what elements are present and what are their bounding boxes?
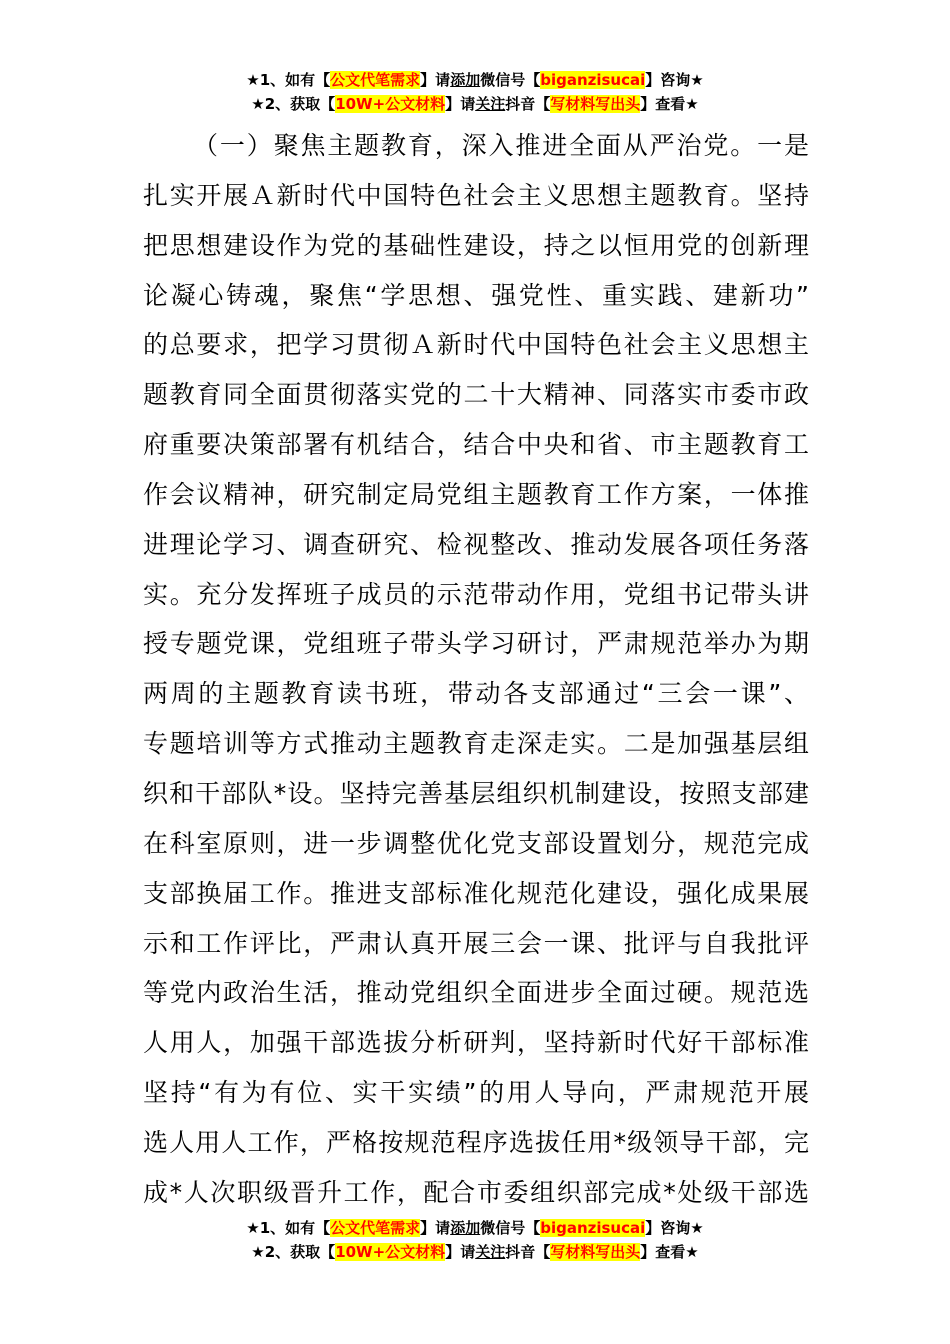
body-line: 等党内政治生活，推动党组织全面进步全面过硬。规范选 — [143, 978, 809, 1008]
banner-text: ★2、获取【 — [251, 1243, 336, 1261]
underlined-text: 关注 — [475, 95, 506, 113]
underlined-text: 添加 — [450, 71, 481, 89]
body-line: 的总要求，把学习贯彻Ａ新时代中国特色社会主义思想主 — [143, 330, 809, 360]
body-line: 选人用人工作，严格按规范程序选拔任用*级领导干部，完 — [143, 1127, 809, 1157]
body-line: 府重要决策部署有机结合，结合中央和省、市主题教育工 — [143, 430, 809, 460]
banner-text: 】查看★ — [640, 95, 699, 113]
banner-text: 】请 — [420, 71, 451, 89]
banner-line-2 — [0, 1240, 950, 1264]
highlight-text: 10W+公文材料 — [335, 1243, 446, 1261]
body-line: 论凝心铸魂，聚焦“学思想、强党性、重实践、建新功” — [143, 280, 809, 310]
underlined-text: 添加 — [450, 1219, 481, 1237]
underlined-text: 关注 — [475, 1243, 506, 1261]
highlight-text: biganzisucai — [540, 1219, 646, 1237]
body-line: 把思想建设作为党的基础性建设，持之以恒用党的创新理 — [143, 230, 809, 260]
body-line: （一）聚焦主题教育，深入推进全面从严治党。一是 — [193, 131, 809, 160]
body-line: 进理论学习、调查研究、检视整改、推动发展各项任务落 — [143, 529, 809, 559]
banner-line-1 — [0, 68, 950, 92]
body-line: 坚持“有为有位、实干实绩”的用人导向，严肃规范开展 — [143, 1078, 809, 1108]
banner-text: 抖音【 — [505, 1243, 551, 1261]
banner-text: 】咨询★ — [645, 71, 704, 89]
banner-text: ★2、获取【 — [251, 95, 336, 113]
banner-line-2 — [0, 92, 950, 116]
body-line: 在科室原则，进一步调整优化党支部设置划分，规范完成 — [143, 828, 809, 858]
body-line: 作会议精神，研究制定局党组主题教育工作方案，一体推 — [143, 479, 809, 509]
highlight-text: 写材料写出头 — [550, 95, 641, 113]
highlight-text: 公文代笔需求 — [330, 1219, 421, 1237]
banner-line-1 — [0, 1216, 950, 1240]
highlight-text: 公文代笔需求 — [330, 71, 421, 89]
body-line: 专题培训等方式推动主题教育走深走实。二是加强基层组 — [143, 729, 809, 759]
banner-text: ★1、如有【 — [246, 1219, 331, 1237]
body-line: 织和干部队*设。坚持完善基层组织机制建设，按照支部建 — [143, 778, 809, 808]
banner-text: 】请 — [445, 1243, 476, 1261]
body-line: 题教育同全面贯彻落实党的二十大精神、同落实市委市政 — [143, 380, 809, 410]
highlight-text: 10W+公文材料 — [335, 95, 446, 113]
header-banner — [0, 68, 950, 116]
body-line: 成*人次职级晋升工作，配合市委组织部完成*处级干部选 — [143, 1177, 809, 1207]
body-line: 授专题党课，党组班子带头学习研讨，严肃规范举办为期 — [143, 629, 809, 659]
banner-text: 微信号【 — [480, 1219, 541, 1237]
document-body — [143, 121, 809, 1218]
banner-text: ★1、如有【 — [246, 71, 331, 89]
body-line: 示和工作评比，严肃认真开展三会一课、批评与自我批评 — [143, 928, 809, 958]
banner-text: 】咨询★ — [645, 1219, 704, 1237]
body-line: 人用人，加强干部选拔分析研判，坚持新时代好干部标准 — [143, 1028, 809, 1058]
banner-text: 】请 — [445, 95, 476, 113]
highlight-text: biganzisucai — [540, 71, 646, 89]
body-line: 扎实开展Ａ新时代中国特色社会主义思想主题教育。坚持 — [143, 180, 809, 210]
body-line: 两周的主题教育读书班，带动各支部通过“三会一课”、 — [143, 679, 809, 709]
footer-banner — [0, 1216, 950, 1264]
highlight-text: 写材料写出头 — [550, 1243, 641, 1261]
body-line: 实。充分发挥班子成员的示范带动作用，党组书记带头讲 — [143, 579, 809, 609]
banner-text: 】查看★ — [640, 1243, 699, 1261]
banner-text: 】请 — [420, 1219, 451, 1237]
banner-text: 微信号【 — [480, 71, 541, 89]
banner-text: 抖音【 — [505, 95, 551, 113]
body-line: 支部换届工作。推进支部标准化规范化建设，强化成果展 — [143, 878, 809, 908]
